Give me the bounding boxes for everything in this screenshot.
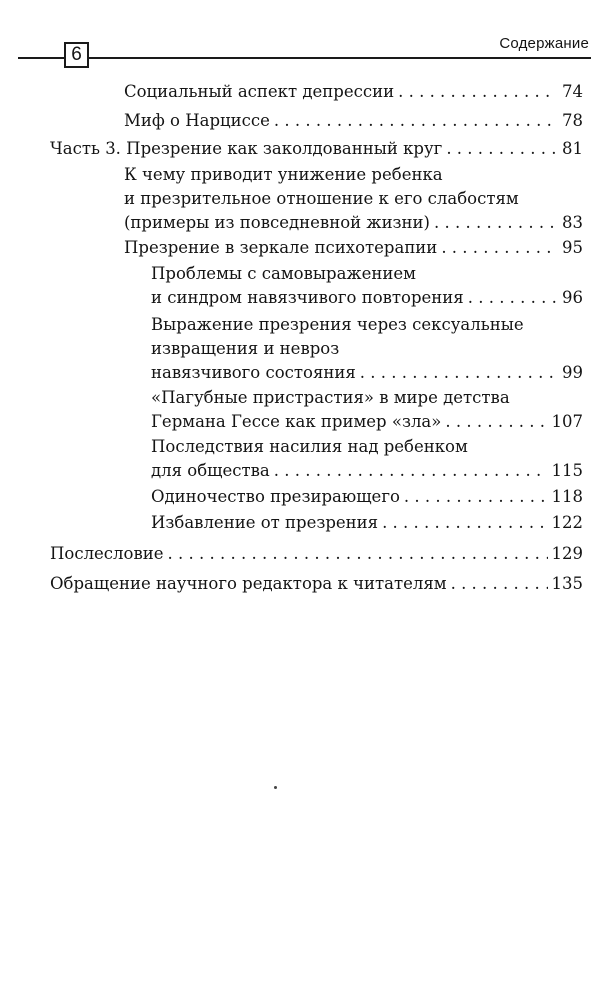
- section-title: Содержание: [499, 35, 589, 52]
- toc-entry-title-line: и презрительное отношение к его слабостям: [124, 189, 519, 208]
- toc-entry-title: Социальный аспект депрессии: [124, 82, 395, 101]
- toc-entry-page: 96: [562, 288, 583, 307]
- toc-part-entry: [50, 137, 583, 161]
- toc-entry-title: Одиночество презирающего: [151, 487, 400, 506]
- toc-entry-title: Избавление от презрения: [151, 513, 379, 532]
- toc-entry-title-line: навязчивого состояния: [151, 363, 356, 382]
- toc-entry-title-line: для общества: [151, 461, 270, 480]
- dot-leader: [468, 286, 557, 310]
- toc-entry-title-line: извращения и невроз: [151, 339, 340, 358]
- dot-leader: [274, 459, 548, 483]
- toc-entry-page: 115: [551, 461, 583, 480]
- dot-leader: [168, 542, 548, 566]
- toc-entry-title-line: «Пагубные пристрастия» в мире детства: [151, 388, 510, 407]
- toc-entry-page: 74: [562, 82, 583, 101]
- toc-entry: [124, 163, 583, 235]
- toc-subentry: [151, 485, 583, 509]
- toc-entry-page: 95: [562, 238, 583, 257]
- dot-leader: [274, 109, 557, 133]
- toc-entry-title-line: Последствия насилия над ребенком: [151, 437, 468, 456]
- dot-leader: [445, 410, 547, 434]
- toc-entry-title: Презрение в зеркале психотерапии: [124, 238, 438, 257]
- toc-entry-page: 122: [551, 513, 583, 532]
- toc-entry-page: 83: [562, 213, 583, 232]
- toc-entry-title-line: Проблемы с самовыражением: [151, 264, 416, 283]
- toc-subentry: [151, 313, 583, 385]
- toc-entry: [50, 572, 583, 596]
- toc-entry-title-line: (примеры из повседневной жизни): [124, 213, 430, 232]
- scan-speck: [274, 786, 277, 789]
- toc-entry-page: 135: [551, 574, 583, 593]
- dot-leader: [398, 80, 557, 104]
- toc-subentry: [151, 262, 583, 310]
- toc-subentry: [151, 386, 583, 434]
- toc-entry-title: Обращение научного редактора к читателям: [50, 574, 447, 593]
- toc-subentry: [151, 435, 583, 483]
- toc-entry: [124, 109, 583, 133]
- dot-leader: [446, 137, 557, 161]
- dot-leader: [404, 485, 548, 509]
- dot-leader: [451, 572, 548, 596]
- toc-entry-title: Послесловие: [50, 544, 164, 563]
- toc-entry-page: 118: [551, 487, 583, 506]
- toc-entry-page: 81: [562, 139, 583, 158]
- toc-entry-page: 78: [562, 111, 583, 130]
- toc-entry-page: 129: [551, 544, 583, 563]
- toc-entry-title-line: К чему приводит унижение ребенка: [124, 165, 443, 184]
- toc-entry-title-line: Германа Гессе как пример «зла»: [151, 412, 442, 431]
- toc-entry: [124, 236, 583, 260]
- dot-leader: [441, 236, 557, 260]
- toc-entry-title-line: и синдром навязчивого повторения: [151, 288, 464, 307]
- page-number: 6: [64, 42, 89, 68]
- toc-entry-title: Миф о Нарциссе: [124, 111, 270, 130]
- toc-subentry: [151, 511, 583, 535]
- toc-entry-page: 107: [551, 412, 583, 431]
- toc-entry-page: 99: [562, 363, 583, 382]
- dot-leader: [360, 361, 557, 385]
- dot-leader: [382, 511, 547, 535]
- toc-entry-title-line: Выражение презрения через сексуальные: [151, 315, 524, 334]
- dot-leader: [434, 211, 557, 235]
- toc-entry: [50, 542, 583, 566]
- toc-entry-title: Часть 3. Презрение как заколдованный круг: [50, 139, 443, 158]
- toc-entry: [124, 80, 583, 104]
